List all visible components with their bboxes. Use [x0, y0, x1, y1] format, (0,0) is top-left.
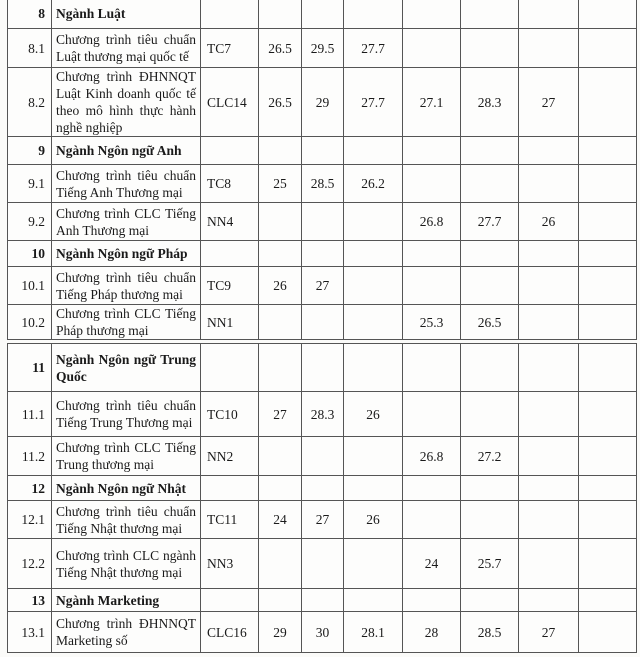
score-cell: 26: [344, 501, 403, 539]
score-cell: [579, 241, 637, 267]
table-row: [8, 267, 637, 305]
score-cell: [579, 267, 637, 305]
score-cell: [403, 501, 461, 539]
row-number: 12.1: [8, 501, 52, 539]
group-row: [8, 589, 637, 612]
program-code: [201, 241, 259, 267]
score-cell: [519, 589, 579, 612]
program-name: Chương trình CLC Tiếng Pháp thương mại: [52, 305, 201, 340]
program-code: NN1: [201, 305, 259, 340]
score-cell: [344, 305, 403, 340]
score-cell: [519, 476, 579, 501]
score-cell: [579, 437, 637, 476]
program-code: TC11: [201, 501, 259, 539]
major-name: Ngành Ngôn ngữ Trung Quốc: [52, 344, 201, 392]
score-cell: [259, 476, 302, 501]
score-cell: [461, 137, 519, 165]
score-cell: 28.3: [302, 392, 344, 437]
program-code: TC7: [201, 29, 259, 68]
row-number: 11: [8, 344, 52, 392]
score-cell: [259, 344, 302, 392]
score-cell: [519, 392, 579, 437]
score-cell: [302, 589, 344, 612]
row-number: 11.1: [8, 392, 52, 437]
score-cell: 25: [259, 165, 302, 203]
group-row: [8, 137, 637, 165]
score-cell: [579, 392, 637, 437]
row-number: 8.2: [8, 68, 52, 137]
score-cell: 26: [519, 203, 579, 241]
program-code: [201, 589, 259, 612]
score-cell: [344, 589, 403, 612]
score-cell: [519, 539, 579, 589]
score-cell: [259, 137, 302, 165]
score-cell: 27: [259, 392, 302, 437]
program-code: TC8: [201, 165, 259, 203]
major-name: Ngành Ngôn ngữ Anh: [52, 137, 201, 165]
row-number: 13: [8, 589, 52, 612]
row-number: 10.2: [8, 305, 52, 340]
score-cell: [519, 0, 579, 29]
score-cell: [403, 137, 461, 165]
score-cell: [461, 0, 519, 29]
score-cell: 27: [519, 612, 579, 653]
score-cell: [344, 437, 403, 476]
program-code: TC9: [201, 267, 259, 305]
score-cell: [461, 589, 519, 612]
row-number: 8: [8, 0, 52, 29]
score-cell: [519, 305, 579, 340]
score-cell: [403, 165, 461, 203]
table-row: [8, 437, 637, 476]
score-cell: [403, 476, 461, 501]
score-cell: 29: [259, 612, 302, 653]
table-row: [8, 165, 637, 203]
score-cell: [519, 437, 579, 476]
score-cell: [579, 476, 637, 501]
score-cell: 26: [259, 267, 302, 305]
score-cell: 28.5: [461, 612, 519, 653]
row-number: 9.2: [8, 203, 52, 241]
score-cell: [519, 29, 579, 68]
score-cell: [344, 137, 403, 165]
score-cell: [302, 137, 344, 165]
major-name: Ngành Marketing: [52, 589, 201, 612]
program-name: Chương trình tiêu chuẩn Tiếng Nhật thương mại: [52, 501, 201, 539]
program-code: [201, 344, 259, 392]
score-cell: 24: [259, 501, 302, 539]
table-row: [8, 203, 637, 241]
score-cell: [519, 501, 579, 539]
score-cell: 27: [302, 267, 344, 305]
score-cell: 27.7: [344, 68, 403, 137]
score-cell: [461, 165, 519, 203]
score-cell: [302, 476, 344, 501]
score-cell: [344, 0, 403, 29]
score-cell: [403, 392, 461, 437]
score-cell: [579, 501, 637, 539]
score-cell: [519, 165, 579, 203]
program-name: Chương trình CLC Tiếng Anh Thương mại: [52, 203, 201, 241]
score-cell: [302, 539, 344, 589]
score-cell: [259, 0, 302, 29]
row-number: 9.1: [8, 165, 52, 203]
score-cell: [579, 203, 637, 241]
score-cell: [461, 344, 519, 392]
score-cell: 28.5: [302, 165, 344, 203]
row-number: 9: [8, 137, 52, 165]
score-cell: 26.5: [259, 29, 302, 68]
score-cell: [344, 539, 403, 589]
score-cell: [302, 437, 344, 476]
admission-table-part-1: [7, 0, 637, 340]
table-row: [8, 539, 637, 589]
program-code: [201, 137, 259, 165]
score-cell: 27: [519, 68, 579, 137]
score-cell: [344, 476, 403, 501]
row-number: 13.1: [8, 612, 52, 653]
program-code: NN3: [201, 539, 259, 589]
score-cell: [302, 203, 344, 241]
score-cell: 26.2: [344, 165, 403, 203]
score-cell: 30: [302, 612, 344, 653]
score-cell: [461, 476, 519, 501]
score-cell: 26.5: [259, 68, 302, 137]
score-cell: [302, 241, 344, 267]
row-number: 12: [8, 476, 52, 501]
row-number: 10: [8, 241, 52, 267]
program-name: Chương trình CLC Tiếng Trung thương mại: [52, 437, 201, 476]
score-cell: 28.3: [461, 68, 519, 137]
score-cell: [403, 344, 461, 392]
major-name: Ngành Ngôn ngữ Nhật: [52, 476, 201, 501]
score-cell: 25.3: [403, 305, 461, 340]
program-name: Chương trình ĐHNNQT Luật Kinh doanh quốc tế theo mô hình thực hành nghề nghiệp: [52, 68, 201, 137]
score-cell: [579, 137, 637, 165]
group-row: [8, 0, 637, 29]
score-cell: [403, 0, 461, 29]
program-name: Chương trình tiêu chuẩn Tiếng Trung Thương mại: [52, 392, 201, 437]
score-cell: 26.8: [403, 203, 461, 241]
score-cell: [519, 241, 579, 267]
score-cell: [461, 392, 519, 437]
row-number: 12.2: [8, 539, 52, 589]
score-cell: [519, 267, 579, 305]
program-code: [201, 476, 259, 501]
score-cell: 27.1: [403, 68, 461, 137]
score-cell: [403, 589, 461, 612]
score-cell: 29: [302, 68, 344, 137]
score-cell: [579, 539, 637, 589]
program-code: [201, 0, 259, 29]
program-code: CLC14: [201, 68, 259, 137]
admission-table-part-2: [7, 343, 637, 653]
program-code: TC10: [201, 392, 259, 437]
score-cell: 27.7: [461, 203, 519, 241]
score-cell: [579, 344, 637, 392]
row-number: 10.1: [8, 267, 52, 305]
score-cell: [302, 305, 344, 340]
score-cell: 26.8: [403, 437, 461, 476]
score-cell: [519, 344, 579, 392]
table-row: [8, 68, 637, 137]
score-cell: [461, 29, 519, 68]
score-cell: 29.5: [302, 29, 344, 68]
group-row: [8, 241, 637, 267]
score-cell: 27: [302, 501, 344, 539]
program-code: NN4: [201, 203, 259, 241]
score-cell: [403, 241, 461, 267]
score-cell: [579, 165, 637, 203]
score-cell: [259, 203, 302, 241]
score-cell: [344, 344, 403, 392]
score-cell: 27.7: [344, 29, 403, 68]
score-cell: [579, 612, 637, 653]
score-cell: 28: [403, 612, 461, 653]
group-row: [8, 476, 637, 501]
score-cell: [579, 0, 637, 29]
score-cell: [461, 501, 519, 539]
program-name: Chương trình ĐHNNQT Marketing số: [52, 612, 201, 653]
score-cell: 25.7: [461, 539, 519, 589]
score-cell: [461, 241, 519, 267]
score-cell: [579, 589, 637, 612]
row-number: 8.1: [8, 29, 52, 68]
table-row: [8, 29, 637, 68]
program-name: Chương trình tiêu chuẩn Luật thương mại quốc tế: [52, 29, 201, 68]
score-cell: [302, 344, 344, 392]
major-name: Ngành Ngôn ngữ Pháp: [52, 241, 201, 267]
row-number: 11.2: [8, 437, 52, 476]
score-cell: [579, 68, 637, 137]
score-cell: 28.1: [344, 612, 403, 653]
program-name: Chương trình CLC ngành Tiếng Nhật thương mại: [52, 539, 201, 589]
score-cell: [344, 241, 403, 267]
score-cell: [259, 241, 302, 267]
score-cell: [344, 267, 403, 305]
score-cell: [519, 137, 579, 165]
score-cell: [259, 539, 302, 589]
program-code: CLC16: [201, 612, 259, 653]
program-code: NN2: [201, 437, 259, 476]
score-cell: [461, 267, 519, 305]
score-cell: 26.5: [461, 305, 519, 340]
score-cell: 27.2: [461, 437, 519, 476]
program-name: Chương trình tiêu chuẩn Tiếng Pháp thương mại: [52, 267, 201, 305]
table-row: [8, 612, 637, 653]
score-cell: 24: [403, 539, 461, 589]
program-name: Chương trình tiêu chuẩn Tiếng Anh Thương mại: [52, 165, 201, 203]
score-cell: [259, 589, 302, 612]
table-row: [8, 501, 637, 539]
score-cell: [259, 437, 302, 476]
score-cell: [344, 203, 403, 241]
table-row: [8, 305, 637, 340]
group-row: [8, 344, 637, 392]
major-name: Ngành Luật: [52, 0, 201, 29]
table-row: [8, 392, 637, 437]
score-cell: 26: [344, 392, 403, 437]
score-cell: [579, 305, 637, 340]
score-cell: [403, 267, 461, 305]
score-cell: [579, 29, 637, 68]
score-cell: [302, 0, 344, 29]
score-cell: [403, 29, 461, 68]
score-cell: [259, 305, 302, 340]
